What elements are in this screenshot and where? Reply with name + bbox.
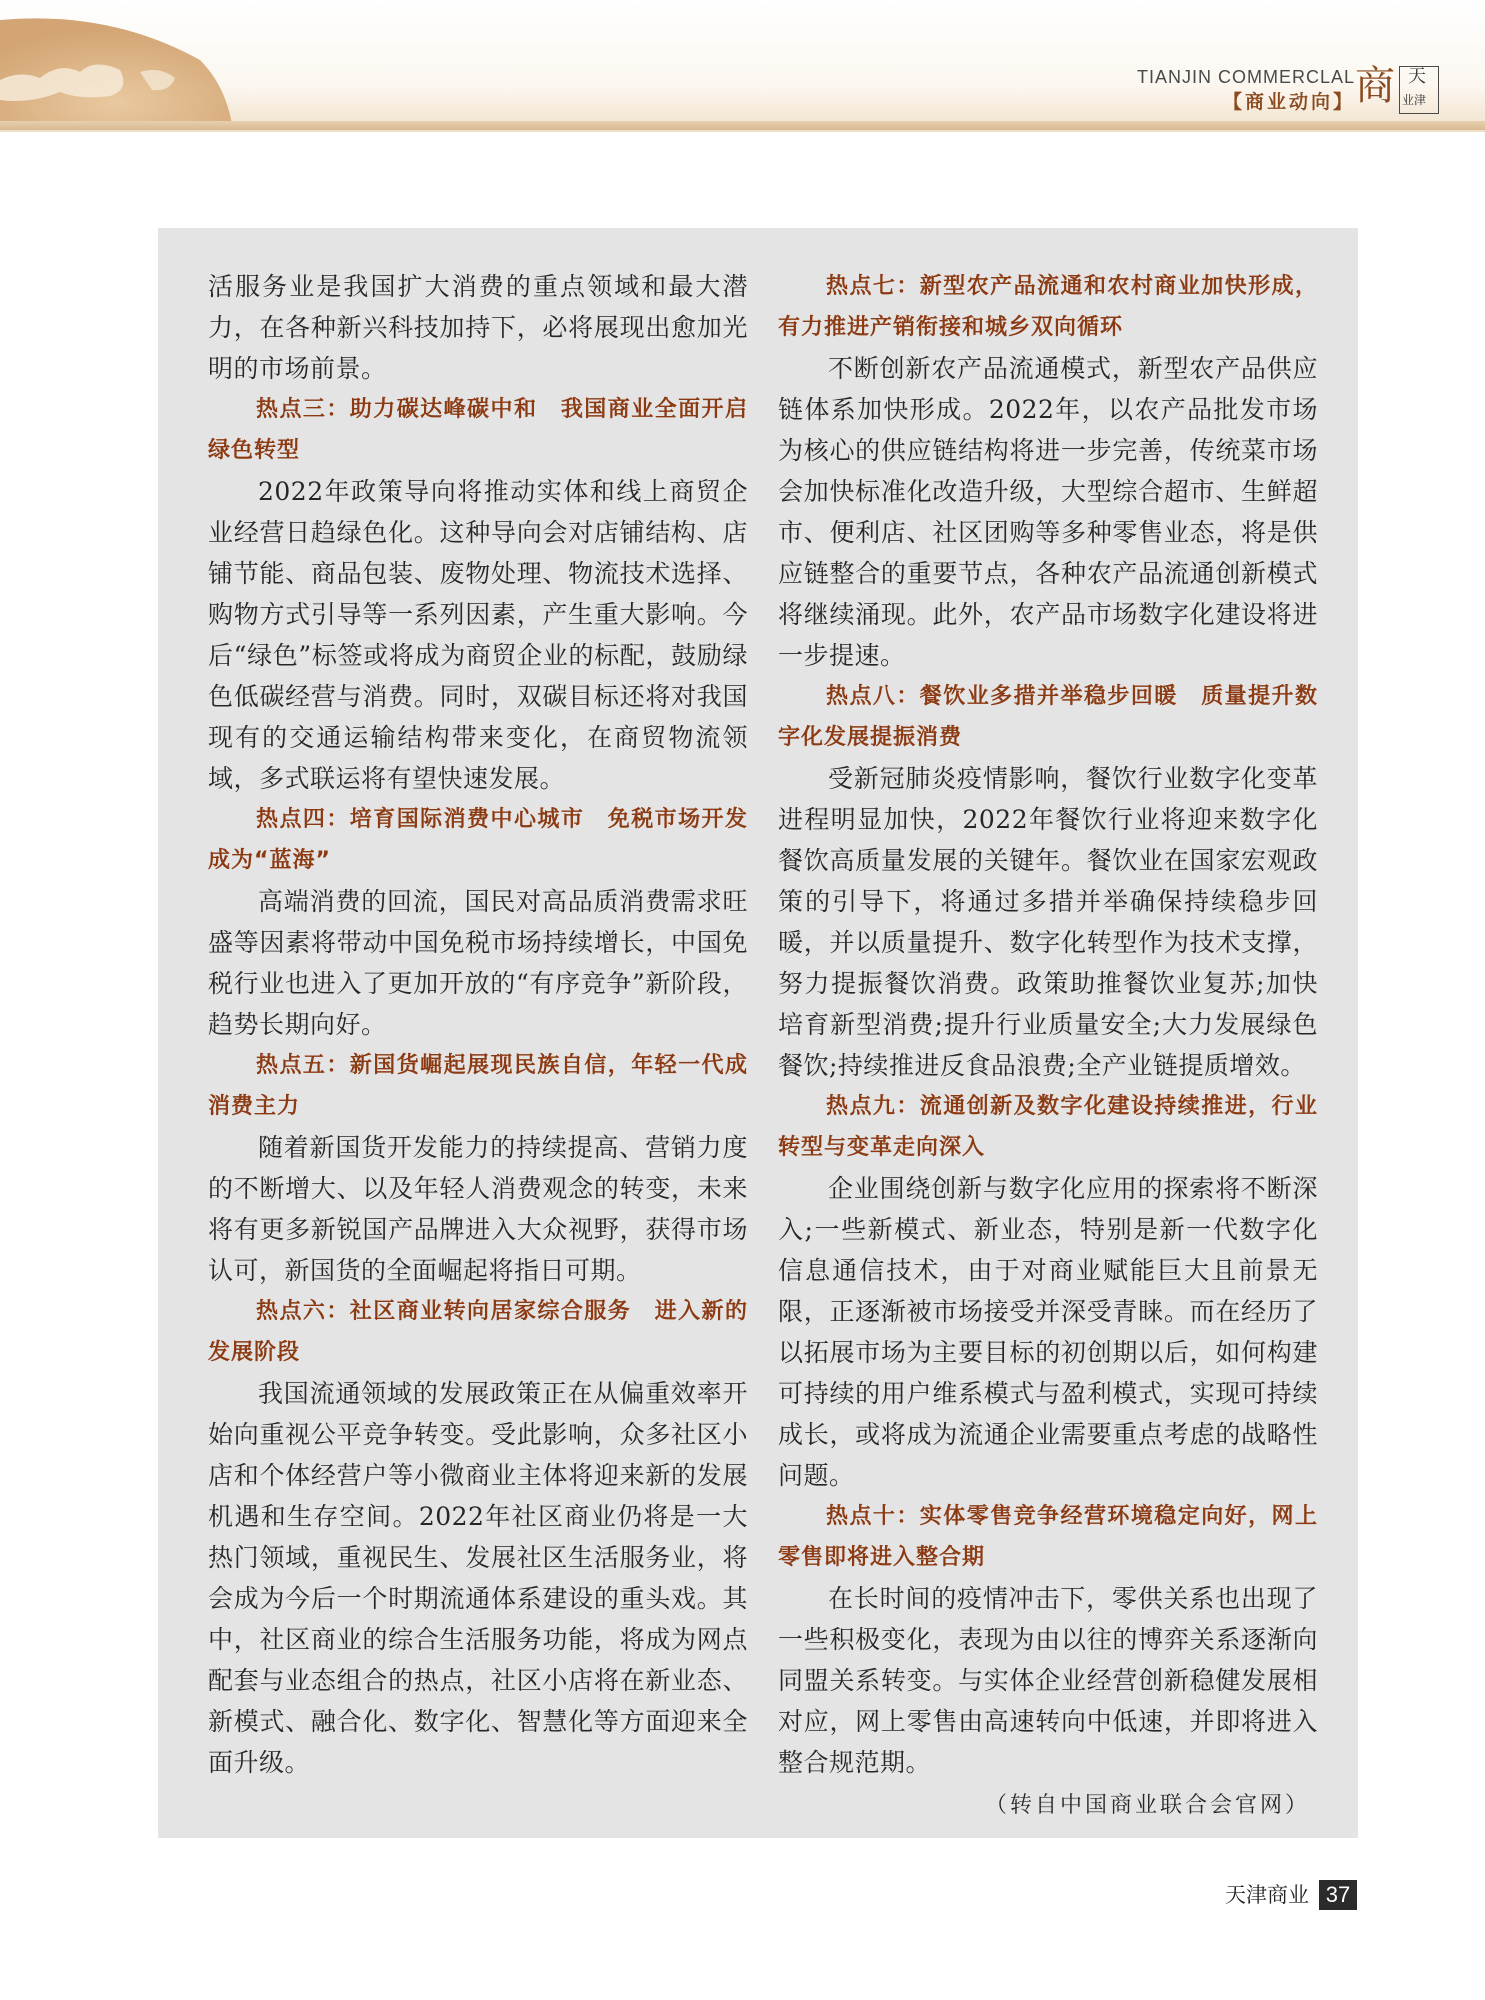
body-paragraph: 我国流通领域的发展政策正在从偏重效率开始向重视公平竞争转变。受此影响，众多社区小店和个体经营户等小微商业主体将迎来新的发展机遇和生存空间。2022年社区商业仍将是一大热门领域，重视民生、发展社区生活服务业，将会成为今后一个时期流通体系建设的重头戏。其中，社区商业的综合生活服务功能，将成为网点配套与业态组合的热点，社区小店将在新业态、新模式、融合化、数字化、智慧化等方面迎来全面升级。 [208, 1379, 748, 1777]
section-heading: 热点四：培育国际消费中心城市 免税市场开发成为“蓝海” [208, 807, 748, 873]
section-heading: 热点六：社区商业转向居家综合服务 进入新的发展阶段 [208, 1299, 748, 1365]
header-rule [0, 121, 1485, 130]
page-number: 37 [1319, 1880, 1357, 1910]
article-panel [158, 228, 1358, 1838]
body-paragraph: 2022年政策导向将推动实体和线上商贸企业经营日趋绿色化。这种导向会对店铺结构、店铺节能、商品包装、废物处理、物流技术选择、购物方式引导等一系列因素，产生重大影响。今后“绿色”标签或将成为商贸企业的标配，鼓励绿色低碳经营与消费。同时，双碳目标还将对我国现有的交通运输结构带来变化，在商贸物流领域，多式联运将有望快速发展。 [208, 477, 748, 793]
globe-graphic [0, 0, 240, 124]
section-heading: 热点三：助力碳达峰碳中和 我国商业全面开启绿色转型 [208, 397, 748, 463]
source-credit: （转自中国商业联合会官网） [984, 1793, 1310, 1818]
section-heading: 热点五：新国货崛起展现民族自信，年轻一代成消费主力 [208, 1053, 748, 1119]
page-header [0, 0, 1485, 140]
body-paragraph: 活服务业是我国扩大消费的重点领域和最大潜力，在各种新兴科技加持下，必将展现出愈加光明的市场前景。 [208, 272, 748, 383]
publication-name: 天津商业 [1225, 1883, 1309, 1907]
header-rule-thin [0, 130, 1485, 132]
section-heading: 热点八：餐饮业多措并举稳步回暖 质量提升数字化发展提振消费 [778, 684, 1318, 750]
right-column [778, 266, 1318, 1826]
section-heading: 热点九：流通创新及数字化建设持续推进，行业转型与变革走向深入 [778, 1094, 1318, 1160]
logo-sub-chars: 业津 [1402, 93, 1427, 107]
logo-box [1399, 66, 1439, 114]
left-column [208, 266, 748, 1783]
body-paragraph: 随着新国货开发能力的持续提高、营销力度的不断增大、以及年轻人消费观念的转变，未来将有更多新锐国产品牌进入大众视野，获得市场认可，新国货的全面崛起将指日可期。 [208, 1133, 748, 1285]
section-heading: 热点十：实体零售竞争经营环境稳定向好，网上零售即将进入整合期 [778, 1504, 1318, 1570]
body-paragraph: 企业围绕创新与数字化应用的探索将不断深入;一些新模式、新业态，特别是新一代数字化信息通信技术，由于对商业赋能巨大且前景无限，正逐渐被市场接受并深受青睐。而在经历了以拓展市场为主要目标的初创期以后，如何构建可持续的用户维系模式与盈利模式，实现可持续成长，或将成为流通企业需要重点考虑的战略性问题。 [778, 1174, 1318, 1490]
masthead [1137, 66, 1355, 114]
logo-tian-char: 天 [1408, 66, 1426, 87]
masthead-section: 【商业动向】 [1222, 91, 1355, 113]
masthead-english: TIANJIN COMMERCLAL [1136, 67, 1355, 87]
body-paragraph: 在长时间的疫情冲击下，零供关系也出现了一些积极变化，表现为由以往的博弈关系逐渐向同盟关系转变。与实体企业经营创新稳健发展相对应，网上零售由高速转向中低速，并即将进入整合规范期。 [778, 1584, 1318, 1777]
body-paragraph: 高端消费的回流，国民对高品质消费需求旺盛等因素将带动中国免税市场持续增长，中国免税行业也进入了更加开放的“有序竞争”新阶段，趋势长期向好。 [208, 887, 748, 1039]
body-paragraph: 不断创新农产品流通模式，新型农产品供应链体系加快形成。2022年，以农产品批发市场为核心的供应链结构将进一步完善，传统菜市场会加快标准化改造升级，大型综合超市、生鲜超市、便利店、社区团购等多种零售业态，将是供应链整合的重要节点，各种农产品流通创新模式将继续涌现。此外，农产品市场数字化建设将进一步提速。 [778, 354, 1318, 670]
logo-main-char: 商 [1355, 63, 1395, 109]
section-heading: 热点七：新型农产品流通和农村商业加快形成，有力推进产销衔接和城乡双向循环 [778, 274, 1318, 340]
body-paragraph: 受新冠肺炎疫情影响，餐饮行业数字化变革进程明显加快，2022年餐饮行业将迎来数字化餐饮高质量发展的关键年。餐饮业在国家宏观政策的引导下，将通过多措并举确保持续稳步回暖，并以质量提升、数字化转型作为技术支撑，努力提振餐饮消费。政策助推餐饮业复苏;加快培育新型消费;提升行业质量安全;大力发展绿色餐饮;持续推进反食品浪费;全产业链提质增效。 [778, 764, 1318, 1080]
magazine-logo [1355, 64, 1445, 116]
